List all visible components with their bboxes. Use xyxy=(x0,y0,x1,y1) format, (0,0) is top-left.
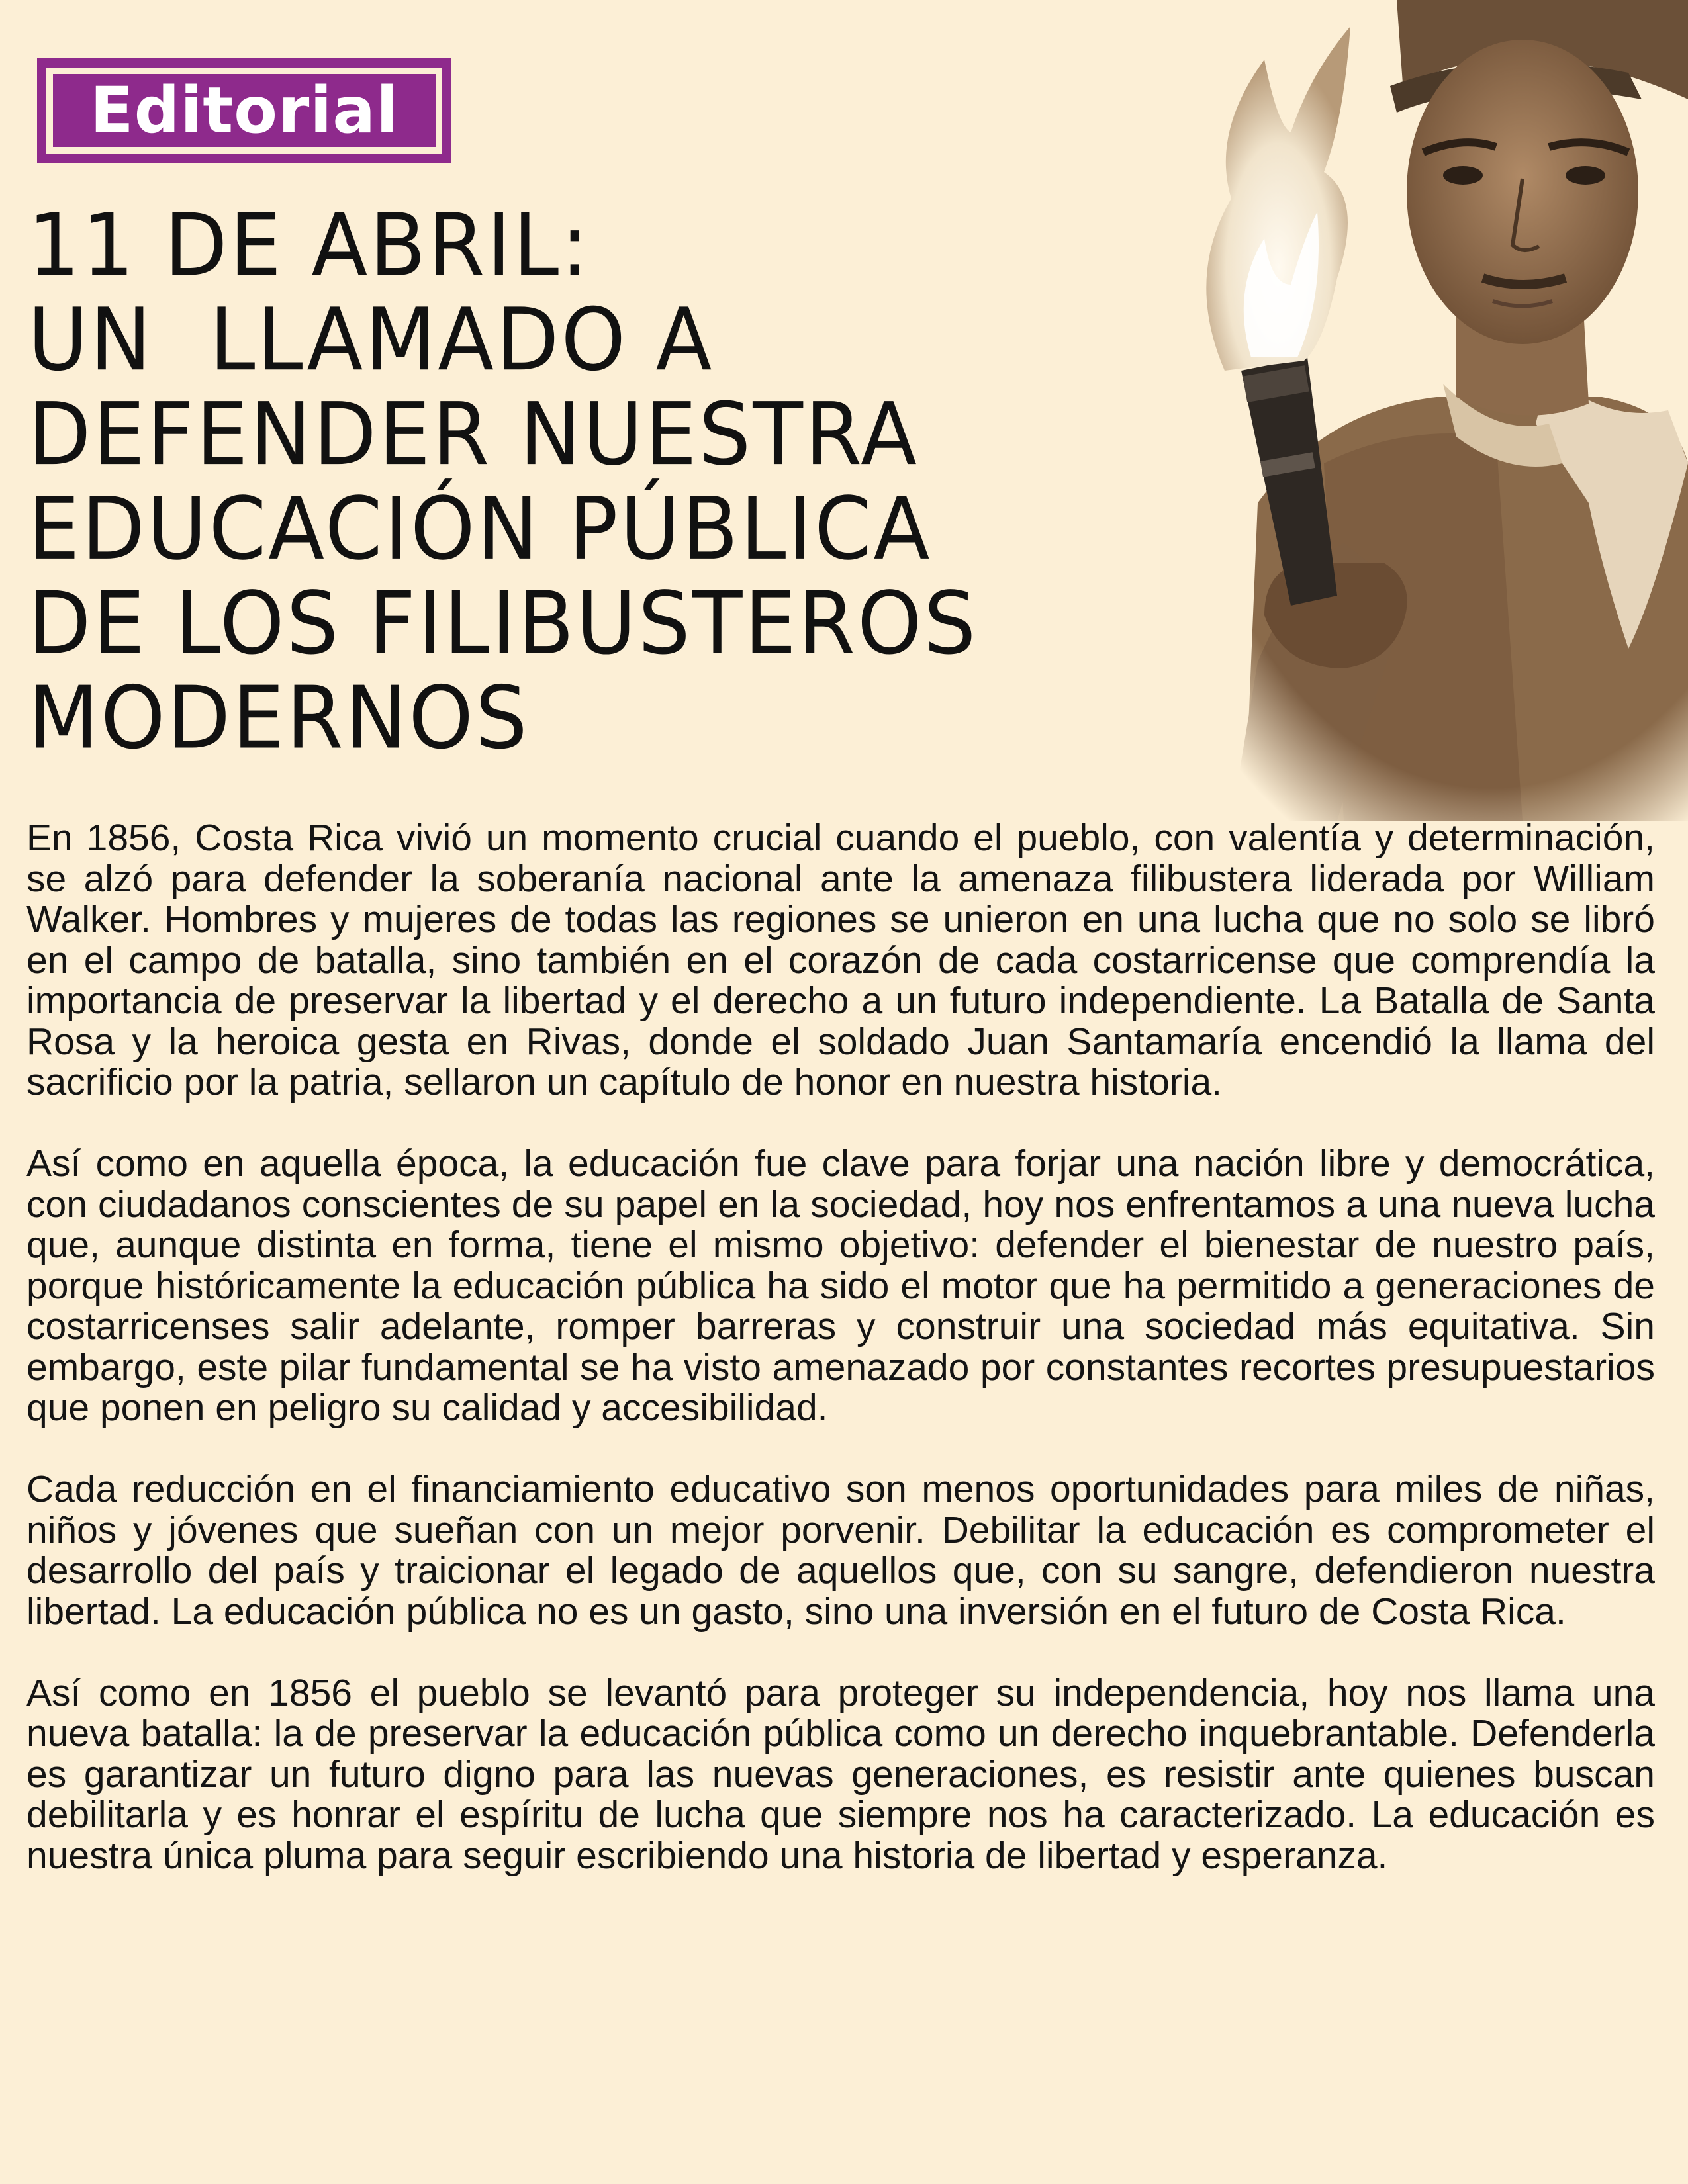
headline-line-6: MODERNOS xyxy=(28,668,530,768)
headline-line-5: DE LOS FILIBUSTEROS xyxy=(28,574,978,674)
editorial-badge-label: Editorial xyxy=(53,74,436,147)
headline-line-2: UN LLAMADO A xyxy=(28,290,714,390)
headline xyxy=(28,195,1166,768)
article-paragraph-4: Así como en 1856 el pueblo se levantó para proteger su independencia, hoy nos llama una nueva batalla: la de preservar la educación pública como un derecho inquebrantable. Defenderla es garantizar un futuro digno para las nuevas generaciones, es resistir ante quienes buscan debilitarla y es honrar el espíritu de lucha que siempre nos ha caracterizado. La educación es nuestra única pluma para seguir escribiendo una historia de libertad y esperanza. xyxy=(26,1671,1655,1877)
article-paragraph-3: Cada reducción en el financiamiento educativo son menos oportunidades para miles de niñas, niños y jóvenes que sueñan con un mejor porvenir. Debilitar la educación es comprometer el desarrollo del país y traicionar el legado de aquellos que, con su sangre, defendieron nuestra libertad. La educación pública no es un gasto, sino una inversión en el futuro de Costa Rica. xyxy=(26,1468,1655,1633)
headline-line-1: 11 DE ABRIL: xyxy=(28,195,590,296)
article-body xyxy=(26,818,1655,1917)
headline-line-3: DEFENDER NUESTRA xyxy=(28,385,919,485)
article-paragraph-2: Así como en aquella época, la educación fue clave para forjar una nación libre y democrática, con ciudadanos conscientes de su papel en la sociedad, hoy nos enfrentamos a una nueva lucha que, aunque distinta en forma, tiene el mismo objetivo: defender el bienestar de nuestro país, porque históricamente la educación pública ha sido el motor que ha permitido a generaciones de costarricenses salir adelante, romper barreras y construir una sociedad más equitativa. Sin embargo, este pilar fundamental se ha visto amenazado por constantes recortes presupuestarios que ponen en peligro su calidad y accesibilidad. xyxy=(26,1142,1655,1429)
headline-line-4: EDUCACIÓN PÚBLICA xyxy=(28,479,932,580)
young-soldier-with-torch-illustration xyxy=(1125,0,1688,821)
editorial-badge xyxy=(37,58,451,163)
article-paragraph-1: En 1856, Costa Rica vivió un momento crucial cuando el pueblo, con valentía y determinación, se alzó para defender la soberanía nacional ante la amenaza filibustera liderada por William Walker. Hombres y mujeres de todas las regiones se unieron en una lucha que no solo se libró en el campo de batalla, sino también en el corazón de cada costarricense que comprendía la importancia de preservar la libertad y el derecho a un futuro independiente. La Batalla de Santa Rosa y la heroica gesta en Rivas, donde el soldado Juan Santamaría encendió la llama del sacrificio por la patria, sellaron un capítulo de honor en nuestra historia. xyxy=(26,817,1655,1103)
